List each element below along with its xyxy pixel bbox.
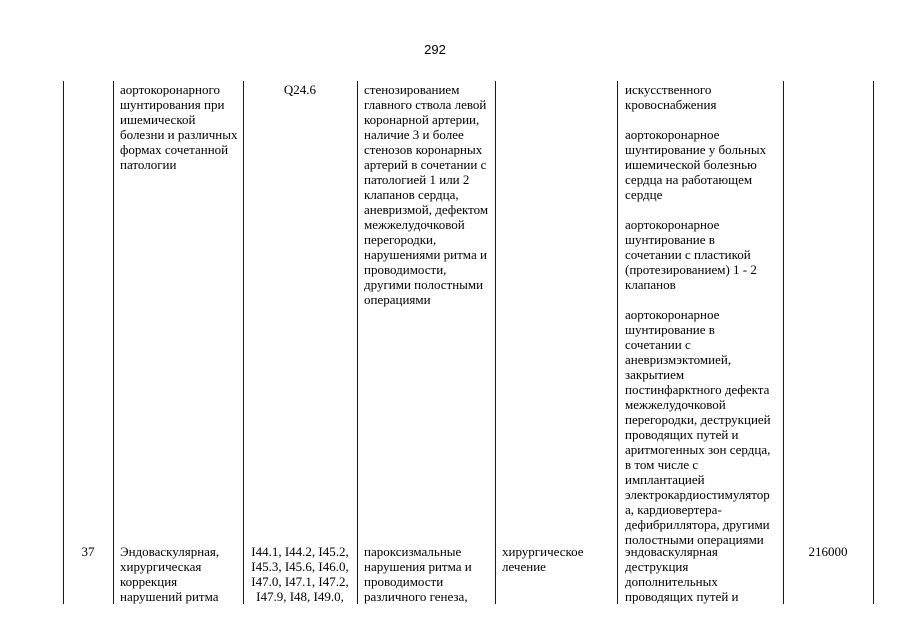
row-1-codes-cell: Q24.6 <box>283 82 317 97</box>
column-divider <box>617 81 618 604</box>
row-2-cost-cell: 216000 <box>808 544 848 559</box>
row-2-codes-cell: I44.1, I44.2, I45.2, I45.3, I45.6, I46.0, I47.0, I47.1, I47.2, I47.9, I48, I49.0, <box>251 544 349 604</box>
row-2-model-cell: пароксизмальные нарушения ритма и проводимости различного генеза, <box>364 544 472 604</box>
row-1-model-cell: стенозированием главного ствола левой коронарной артерии, наличие 3 и более стенозов коронарных артерий в сочетании с патологией 1 или 2 клапанов сердца, аневризмой, дефектом межжелудочковой перегородки, нарушениями ритма и проводимости, другими полостными операциями <box>364 82 489 307</box>
table-right-border <box>873 81 874 604</box>
column-divider <box>243 81 244 604</box>
medical-care-table <box>0 81 905 604</box>
row-2-methods-cell: эндоваскулярная деструкция дополнительных проводящих путей и <box>625 544 739 604</box>
row-2-number-cell: 37 <box>81 544 95 559</box>
column-divider <box>495 81 496 604</box>
table-left-border <box>63 81 64 604</box>
column-divider <box>357 81 358 604</box>
row-1-methods-cell: искусственного кровоснабжения аортокоронарное шунтирование у больных ишемической болезнью сердца на работающем сердце аортокоронарное шунтирование в сочетании с пластикой (протезированием) 1 - 2 клапанов аортокоронарное шунтирование в сочетании с аневризмэктомией, закрытием постинфарктного дефекта межжелудочковой перегородки, деструкцией проводящих путей и аритмогенных зон сердца, в том числе с имплантацией электрокардиостимулятор а, кардиовертера- дефибриллятора, другими полостными операциями <box>625 82 771 547</box>
column-divider <box>783 81 784 604</box>
row-2-treatment-cell: хирургическое лечение <box>502 544 584 574</box>
column-divider <box>113 81 114 604</box>
page-number: 292 <box>424 42 446 57</box>
row-2-name-cell: Эндоваскулярная, хирургическая коррекция нарушений ритма <box>120 544 220 604</box>
row-1-name-cell: аортокоронарного шунтирования при ишемической болезни и различных формах сочетанной патологии <box>120 82 238 172</box>
